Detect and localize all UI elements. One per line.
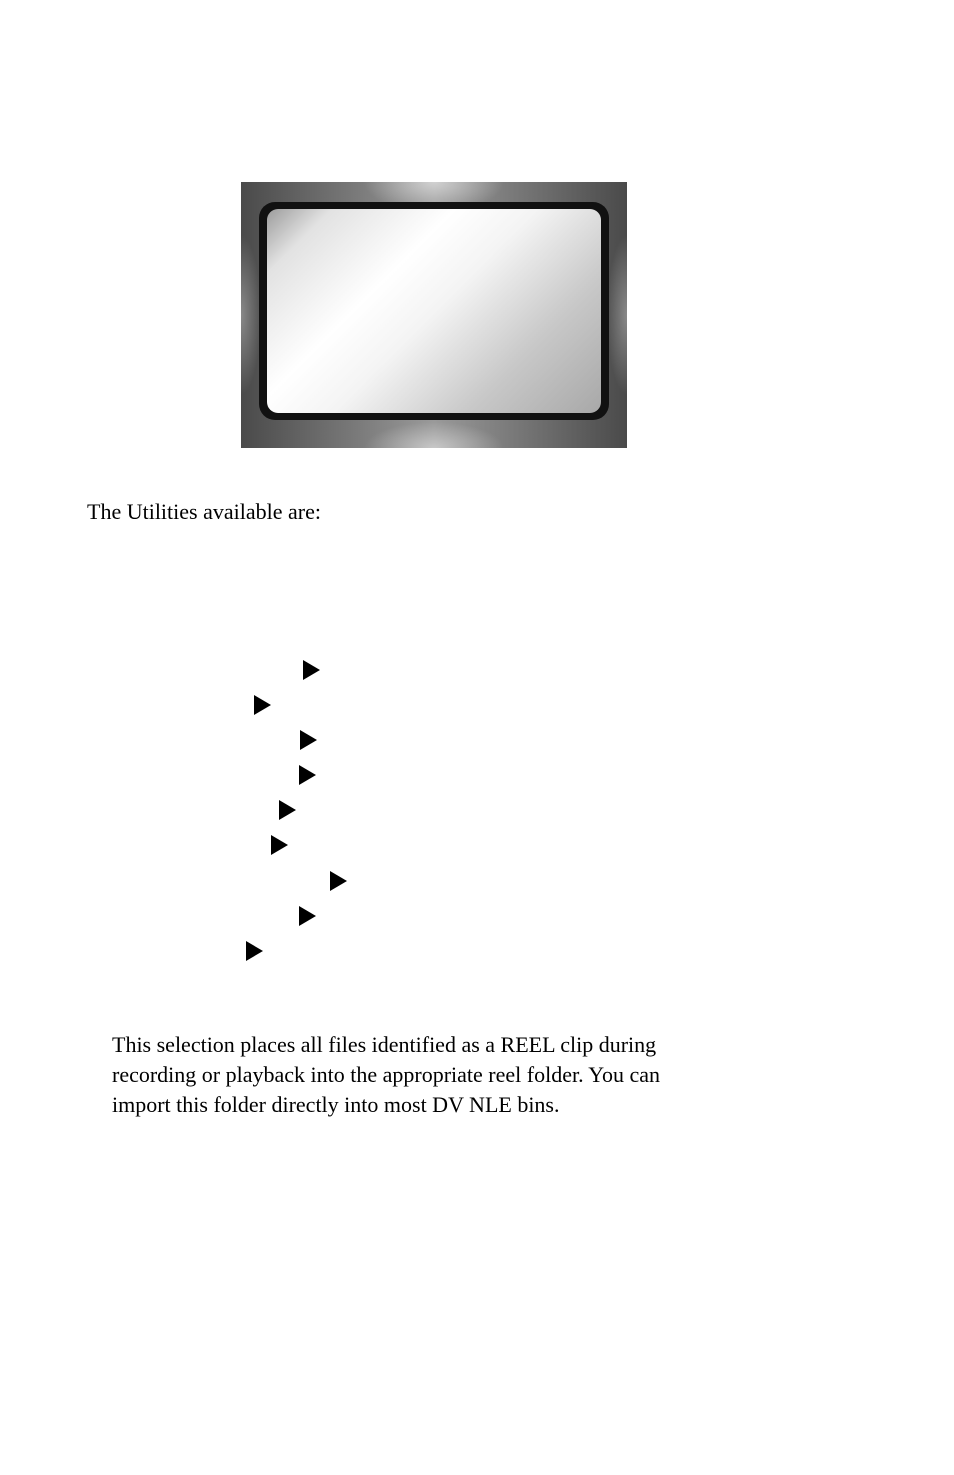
arrow-icon: [330, 871, 347, 891]
arrow-icon: [246, 941, 263, 961]
description-line: import this folder directly into most DV NLE bins.: [112, 1092, 560, 1117]
arrow-icon: [299, 906, 316, 926]
arrow-icon: [303, 660, 320, 680]
lcd-screen-illustration: [241, 182, 627, 448]
utilities-intro-text: The Utilities available are:: [87, 499, 321, 524]
description-line: This selection places all files identified as a REEL clip during: [112, 1032, 657, 1057]
arrow-icon: [300, 730, 317, 750]
description-line: recording or playback into the appropriate reel folder. You can: [112, 1062, 660, 1087]
blank-screen-display: [267, 209, 601, 413]
arrow-icon: [299, 765, 316, 785]
screen-bezel: [259, 202, 609, 420]
arrow-icon: [254, 695, 271, 715]
arrow-icon: [279, 800, 296, 820]
reel-folder-description: [112, 1030, 812, 1120]
arrow-icon: [271, 835, 288, 855]
